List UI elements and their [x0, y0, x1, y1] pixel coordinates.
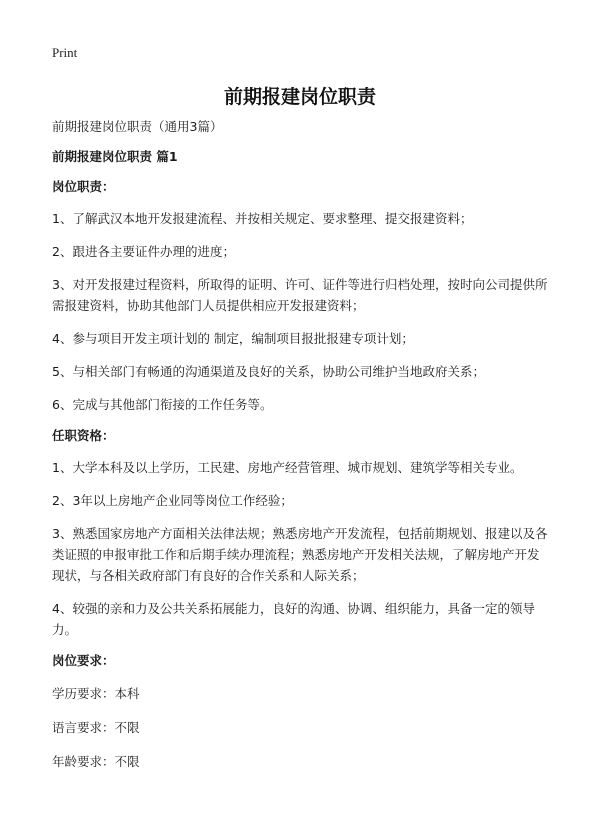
duties-heading: 岗位职责： — [52, 179, 115, 194]
print-link[interactable]: Print — [52, 45, 78, 60]
qualification-item: 1、大学本科及以上学历，工民建、房地产经营管理、城市规划、建筑学等相关专业。 — [52, 460, 523, 475]
page-title: 前期报建岗位职责 — [223, 86, 376, 108]
duty-item: 6、完成与其他部门衔接的工作任务等。 — [52, 397, 273, 412]
duty-item: 1、了解武汉本地开发报建流程、并按相关规定、要求整理、提交报建资料； — [52, 211, 473, 226]
requirement-item: 学历要求：本科 — [52, 686, 140, 701]
duty-item: 5、与相关部门有畅通的沟通渠道及良好的关系，协助公司维护当地政府关系； — [52, 364, 485, 379]
qualification-item: 3、熟悉国家房地产方面相关法律法规；熟悉房地产开发流程，包括前期规划、报建以及各类证照的申报审批工作和后期手续办理流程；熟悉房地产开发相关法规，了解房地产开发现状，与各相关政府部门有良好的合作关系和人际关系； — [52, 526, 548, 583]
document-subtitle: 前期报建岗位职责（通用3篇） — [52, 119, 223, 134]
duty-item: 3、对开发报建过程资料，所取得的证明、许可、证件等进行归档处理，按时向公司提供所需报建资料，协助其他部门人员提供相应开发报建资料； — [52, 277, 548, 313]
requirement-item: 语言要求：不限 — [52, 720, 140, 735]
requirements-heading: 岗位要求： — [52, 653, 115, 668]
duty-item: 4、参与项目开发主项计划的 制定，编制项目报批报建专项计划； — [52, 331, 414, 346]
qualifications-heading: 任职资格： — [52, 428, 115, 443]
requirement-item: 年龄要求：不限 — [52, 754, 140, 769]
qualification-item: 2、3年以上房地产企业同等岗位工作经验； — [52, 493, 293, 508]
article-heading: 前期报建岗位职责 篇1 — [52, 149, 178, 164]
duty-item: 2、跟进各主要证件办理的进度； — [52, 244, 235, 259]
qualification-item: 4、较强的亲和力及公共关系拓展能力，良好的沟通、协调、组织能力，具备一定的领导力。 — [52, 601, 535, 637]
